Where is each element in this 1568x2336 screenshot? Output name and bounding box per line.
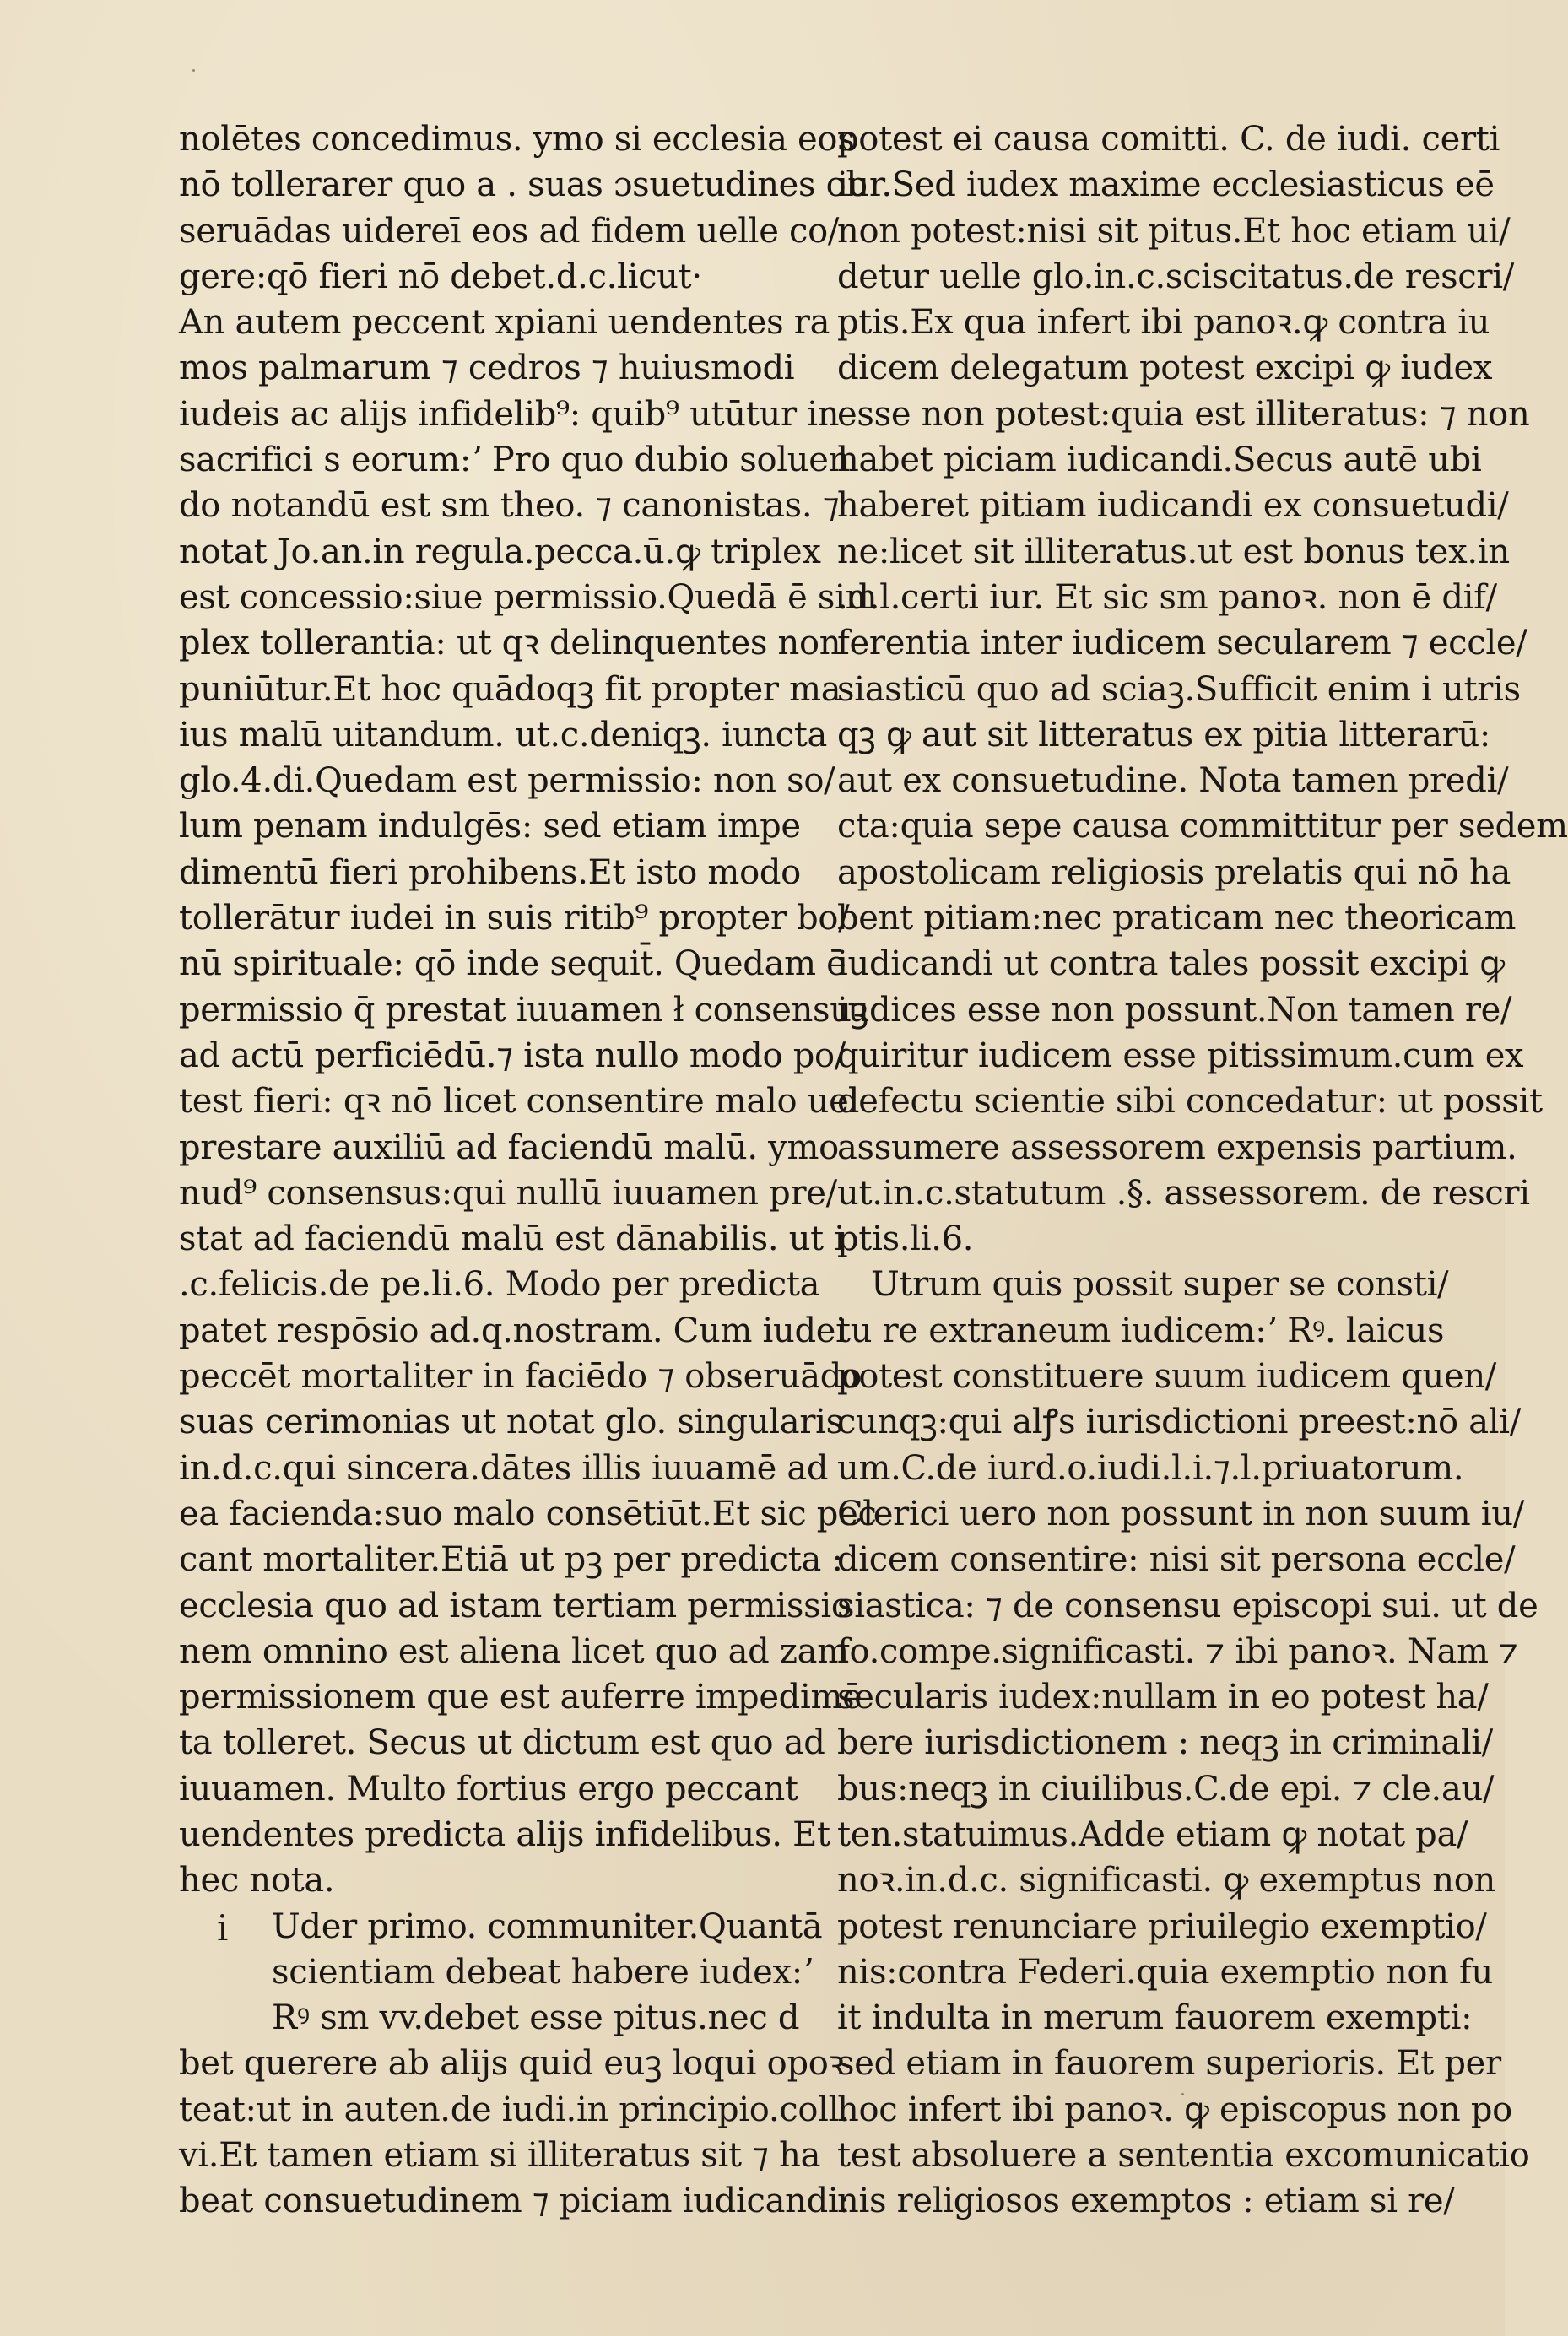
text-line: test absoluere a sententia excomunicatio (837, 2136, 1530, 2176)
text-line: beat consuetudinem ⁊ piciam iudicandi: (179, 2182, 850, 2221)
guide-letter: i (217, 1907, 229, 1949)
text-line: permissionem que est auferre impedimē (179, 1678, 862, 1717)
text-line: iudicandi ut contra tales possit excipi ꝙ (837, 944, 1505, 984)
text-line: bent pitiam:nec praticam nec theoricam (837, 899, 1517, 938)
text-line: mos palmarum ⁊ cedros ⁊ huiusmodi (179, 349, 795, 388)
text-line: nolētes concedimus. ymo si ecclesia eos (179, 120, 855, 159)
text-line: test fieri: qꝛ nō licet consentire malo uel (179, 1082, 860, 1122)
text-line: nis religiosos exemptos : etiam si re/ (837, 2182, 1455, 2221)
text-line: secularis iudex:nullam in eo potest ha/ (837, 1678, 1489, 1717)
text-line: it indulta in merum fauorem exempti: (837, 1998, 1473, 2038)
text-line: tu re extraneum iudicem:ʼ Rꝰ. laicus (837, 1311, 1445, 1350)
text-line: cant mortaliter.Etiā ut pꝫ per predicta : (179, 1540, 843, 1580)
text-line: sed etiam in fauorem superioris. Et per (837, 2044, 1501, 2084)
text-line: hec nota. (179, 1861, 335, 1901)
text-line: scientiam debeat habere iudex:ʼ (272, 1952, 814, 1992)
text-line: Uder primo. communiter.Quantā (272, 1906, 823, 1946)
text-line: puniūtur.Et hoc quādoqꝫ fit propter ma (179, 669, 841, 709)
text-line: cta:quia sepe causa committitur per sedem (837, 807, 1568, 846)
text-line: .d.l.certi iur. Et sic sm panoꝛ. non ē dif/ (837, 577, 1497, 617)
text-line: ptis.li.6. (837, 1219, 974, 1259)
text-line: um.C.de iurd.o.iudi.l.i.⁊.l.priuatorum. (837, 1448, 1464, 1488)
text-line: ut.in.c.statutum .§. assessorem. de rescri (837, 1173, 1530, 1213)
text-line: bere iurisdictionem : neqꝫ in criminali/ (837, 1723, 1493, 1763)
text-line: teat:ut in auten.de iudi.in principio.coll. (179, 2090, 850, 2129)
text-line: prestare auxiliū ad faciendū malū. ymo (179, 1127, 839, 1167)
text-line: ecclesia quo ad istam tertiam permissio (179, 1586, 852, 1625)
text-line: quiritur iudicem esse pitissimum.cum ex (837, 1036, 1524, 1075)
text-line: cunqꝫ:qui alꝭs iurisdictioni preest:nō ali/ (837, 1403, 1521, 1442)
text-line: aut ex consuetudine. Nota tamen predi/ (837, 761, 1509, 801)
text-line: in.d.c.qui sincera.dātes illis iuuamē ad (179, 1448, 829, 1488)
text-line: potest constituere suum iudicem quen/ (837, 1357, 1496, 1397)
text-line: dicem consentire: nisi sit persona eccle/ (837, 1540, 1516, 1580)
right-text-column (837, 116, 1568, 2225)
text-line: uendentes predicta alijs infidelibus. Et (179, 1814, 830, 1854)
text-line: habet piciam iudicandi.Secus autē ubi (837, 441, 1482, 480)
text-line: nud⁹ consensus:qui nullū iuuamen pre/ (179, 1173, 837, 1213)
text-line: potest ei causa comitti. C. de iudi. certi (837, 120, 1500, 159)
text-line: nis:contra Federi.quia exemptio non fu (837, 1952, 1494, 1992)
text-line: stat ad faciendū malū est dānabilis. ut i (179, 1219, 845, 1259)
text-line: plex tollerantia: ut qꝛ delinquentes non (179, 624, 841, 663)
text-line: dimentū fieri prohibens.Et isto modo (179, 852, 801, 892)
text-line: ta tolleret. Secus ut dictum est quo ad (179, 1723, 825, 1763)
text-line: tollerātur iudei in suis ritib⁹ propter bo/ (179, 899, 850, 938)
text-line: nū spirituale: qō inde sequit̄. Quedam ē (179, 944, 846, 984)
text-line: ten.statuimus.Adde etiam ꝙ notat pa/ (837, 1814, 1468, 1854)
text-line: notat Jo.an.in regula.pecca.ū.ꝙ triplex (179, 532, 821, 571)
text-line: esse non potest:quia est illiteratus: ⁊ non (837, 394, 1530, 434)
text-line: ad actū perficiēdū.⁊ ista nullo modo po/ (179, 1036, 846, 1075)
text-line: bus:neqꝫ in ciuilibus.C.de epi. ⁊ cle.au/ (837, 1769, 1495, 1809)
text-line: qꝫ ꝙ aut sit litteratus ex pitia litterarū: (837, 715, 1491, 754)
text-line: peccēt mortaliter in faciēdo ⁊ obseruādo (179, 1357, 862, 1397)
text-line: iuuamen. Multo fortius ergo peccant (179, 1769, 798, 1809)
text-line: assumere assessorem expensis partium. (837, 1127, 1517, 1167)
text-line: bet querere ab alijs quid euꝫ loqui opoꝛ (179, 2044, 845, 2084)
text-line: Clerici uero non possunt in non suum iu/ (837, 1494, 1524, 1533)
text-line: iudeis ac alijs infidelib⁹: quib⁹ utūtur in (179, 394, 840, 434)
text-line: nem omnino est aliena licet quo ad zam (179, 1631, 849, 1671)
text-line: Utrum quis possit super se consti/ (871, 1265, 1449, 1305)
paper-speck (192, 69, 195, 72)
text-line: do notandū est sm theo. ⁊ canonistas. ⁊ (179, 486, 840, 526)
text-line: patet respōsio ad.q.nostram. Cum iudei (179, 1311, 846, 1350)
text-line: An autem peccent xpiani uendentes ra (179, 303, 830, 343)
text-line: detur uelle glo.in.c.sciscitatus.de rescri/ (837, 257, 1514, 296)
text-line: siasticū quo ad sciaꝫ.Sufficit enim i utris (837, 669, 1521, 709)
text-line: vi.Et tamen etiam si illiteratus sit ⁊ ha (179, 2136, 821, 2176)
text-line: potest renunciare priuilegio exemptio/ (837, 1906, 1487, 1946)
text-line: permissio q̄ prestat iuuamen ł consensuꝫ (179, 990, 868, 1030)
text-line: hoc infert ibi panoꝛ. ꝙ episcopus non po (837, 2090, 1512, 2129)
text-line: dicem delegatum potest excipi ꝙ iudex (837, 349, 1493, 388)
text-line: iudices esse non possunt.Non tamen re/ (837, 990, 1512, 1030)
text-line: ius malū uitandum. ut.c.deniqꝫ. iuncta (179, 715, 828, 754)
text-line: gere:qō fieri nō debet.d.c.licut· (179, 257, 702, 296)
text-line: est concessio:siue permissio.Quedā ē sim (179, 577, 878, 617)
text-line: apostolicam religiosis prelatis qui nō ha (837, 852, 1511, 892)
text-line: nō tollerarer quo a . suas ɔsuetudines ob (179, 165, 868, 205)
text-line: suas cerimonias ut notat glo. singularis (179, 1403, 843, 1442)
text-line: lum penam indulgēs: sed etiam impe (179, 807, 801, 846)
text-line: fo.compe.significasti. ⁊ ibi panoꝛ. Nam ⁊ (837, 1631, 1518, 1671)
text-line: ne:licet sit illiteratus.ut est bonus tex.in (837, 532, 1510, 571)
text-line: .c.felicis.de pe.li.6. Modo per predicta (179, 1265, 820, 1305)
text-line: siastica: ⁊ de consensu episcopi sui. ut de (837, 1586, 1538, 1625)
text-line: sacrifici s eorum:ʼ Pro quo dubio soluen (179, 441, 851, 480)
text-line: ptis.Ex qua infert ibi panoꝛ.ꝙ contra iu (837, 303, 1490, 343)
text-line: defectu scientie sibi concedatur: ut possit (837, 1082, 1543, 1122)
text-line: ea facienda:suo malo consētiūt.Et sic pec (179, 1494, 877, 1533)
text-line: Rꝰ sm vv.debet esse pitus.nec d (272, 1998, 800, 2038)
text-line: ferentia inter iudicem secularem ⁊ eccle/ (837, 624, 1527, 663)
text-line: non potest:nisi sit pitus.Et hoc etiam ui/ (837, 211, 1511, 251)
text-line: iur.Sed iudex maxime ecclesiasticus eē (837, 165, 1495, 205)
left-text-column (179, 116, 878, 2225)
text-line: haberet pitiam iudicandi ex consuetudi/ (837, 486, 1509, 526)
text-line: noꝛ.in.d.c. significasti. ꝙ exemptus non (837, 1861, 1495, 1901)
text-line: glo.4.di.Quedam est permissio: non so/ (179, 761, 835, 801)
text-line: seruādas uidereī eos ad fidem uelle co/ (179, 211, 840, 251)
